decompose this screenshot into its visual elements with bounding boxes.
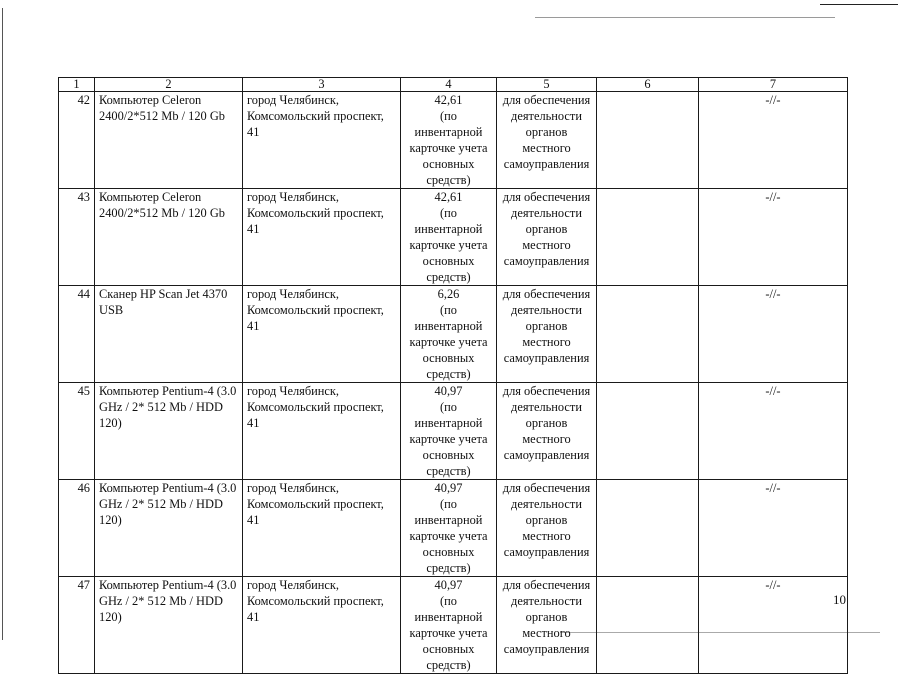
cost-value: 42,61 bbox=[434, 93, 463, 107]
header-col-3: 3 bbox=[243, 78, 401, 92]
table-row bbox=[59, 577, 848, 674]
table-row bbox=[59, 480, 848, 577]
item-name: Компьютер Pentium-4 (3.0 GHz / 2* 512 Mb / HDD 120) bbox=[95, 383, 243, 480]
cost-note: (по инвентарной карточке учета основных средств) bbox=[409, 594, 488, 672]
item-name: Компьютер Celeron 2400/2*512 Mb / 120 Gb bbox=[95, 92, 243, 189]
header-row bbox=[59, 78, 848, 92]
item-col6 bbox=[597, 286, 699, 383]
cost-note: (по инвентарной карточке учета основных средств) bbox=[409, 109, 488, 187]
item-col6 bbox=[597, 189, 699, 286]
cost-note: (по инвентарной карточке учета основных средств) bbox=[409, 400, 488, 478]
row-number: 46 bbox=[59, 480, 95, 577]
item-col6 bbox=[597, 577, 699, 674]
row-number: 43 bbox=[59, 189, 95, 286]
scan-border-top bbox=[535, 17, 835, 18]
item-col7: -//- bbox=[699, 480, 848, 577]
item-address: город Челябинск, Комсомольский проспект, 41 bbox=[243, 383, 401, 480]
cost-value: 40,97 bbox=[434, 481, 463, 495]
item-cost bbox=[401, 480, 497, 577]
header-col-4: 4 bbox=[401, 78, 497, 92]
item-name: Компьютер Celeron 2400/2*512 Mb / 120 Gb bbox=[95, 189, 243, 286]
item-purpose: для обеспечения деятельности органов местного самоуправления bbox=[497, 480, 597, 577]
item-name: Сканер HP Scan Jet 4370 USB bbox=[95, 286, 243, 383]
table-row bbox=[59, 189, 848, 286]
item-cost bbox=[401, 286, 497, 383]
item-address: город Челябинск, Комсомольский проспект, 41 bbox=[243, 189, 401, 286]
item-col7: -//- bbox=[699, 383, 848, 480]
page-number: 10 bbox=[833, 592, 846, 607]
scan-border-left bbox=[2, 8, 3, 640]
cost-value: 6,26 bbox=[437, 287, 460, 301]
cost-note: (по инвентарной карточке учета основных средств) bbox=[409, 303, 488, 381]
table-row bbox=[59, 383, 848, 480]
item-cost bbox=[401, 92, 497, 189]
row-number: 44 bbox=[59, 286, 95, 383]
row-number: 45 bbox=[59, 383, 95, 480]
item-address: город Челябинск, Комсомольский проспект, 41 bbox=[243, 286, 401, 383]
scan-border-top-right bbox=[820, 4, 898, 5]
header-col-1: 1 bbox=[59, 78, 95, 92]
header-col-6: 6 bbox=[597, 78, 699, 92]
inventory-table bbox=[58, 77, 848, 674]
item-cost bbox=[401, 577, 497, 674]
item-name: Компьютер Pentium-4 (3.0 GHz / 2* 512 Mb / HDD 120) bbox=[95, 577, 243, 674]
cost-value: 40,97 bbox=[434, 578, 463, 592]
item-cost bbox=[401, 383, 497, 480]
header-col-5: 5 bbox=[497, 78, 597, 92]
item-purpose: для обеспечения деятельности органов местного самоуправления bbox=[497, 577, 597, 674]
cost-value: 40,97 bbox=[434, 384, 463, 398]
item-purpose: для обеспечения деятельности органов местного самоуправления bbox=[497, 92, 597, 189]
item-col7: -//- bbox=[699, 286, 848, 383]
item-col6 bbox=[597, 480, 699, 577]
table-row bbox=[59, 92, 848, 189]
item-address: город Челябинск, Комсомольский проспект, 41 bbox=[243, 577, 401, 674]
cost-note: (по инвентарной карточке учета основных средств) bbox=[409, 206, 488, 284]
item-purpose: для обеспечения деятельности органов местного самоуправления bbox=[497, 383, 597, 480]
item-address: город Челябинск, Комсомольский проспект, 41 bbox=[243, 92, 401, 189]
cost-value: 42,61 bbox=[434, 190, 463, 204]
header-col-2: 2 bbox=[95, 78, 243, 92]
row-number: 47 bbox=[59, 577, 95, 674]
item-purpose: для обеспечения деятельности органов местного самоуправления bbox=[497, 189, 597, 286]
item-address: город Челябинск, Комсомольский проспект, 41 bbox=[243, 480, 401, 577]
table-row bbox=[59, 286, 848, 383]
item-col7: -//- bbox=[699, 92, 848, 189]
item-purpose: для обеспечения деятельности органов местного самоуправления bbox=[497, 286, 597, 383]
row-number: 42 bbox=[59, 92, 95, 189]
cost-note: (по инвентарной карточке учета основных средств) bbox=[409, 497, 488, 575]
item-col6 bbox=[597, 92, 699, 189]
header-col-7: 7 bbox=[699, 78, 848, 92]
item-col7: -//- bbox=[699, 189, 848, 286]
item-col6 bbox=[597, 383, 699, 480]
item-cost bbox=[401, 189, 497, 286]
item-name: Компьютер Pentium-4 (3.0 GHz / 2* 512 Mb / HDD 120) bbox=[95, 480, 243, 577]
item-col7: -//- bbox=[699, 577, 848, 674]
